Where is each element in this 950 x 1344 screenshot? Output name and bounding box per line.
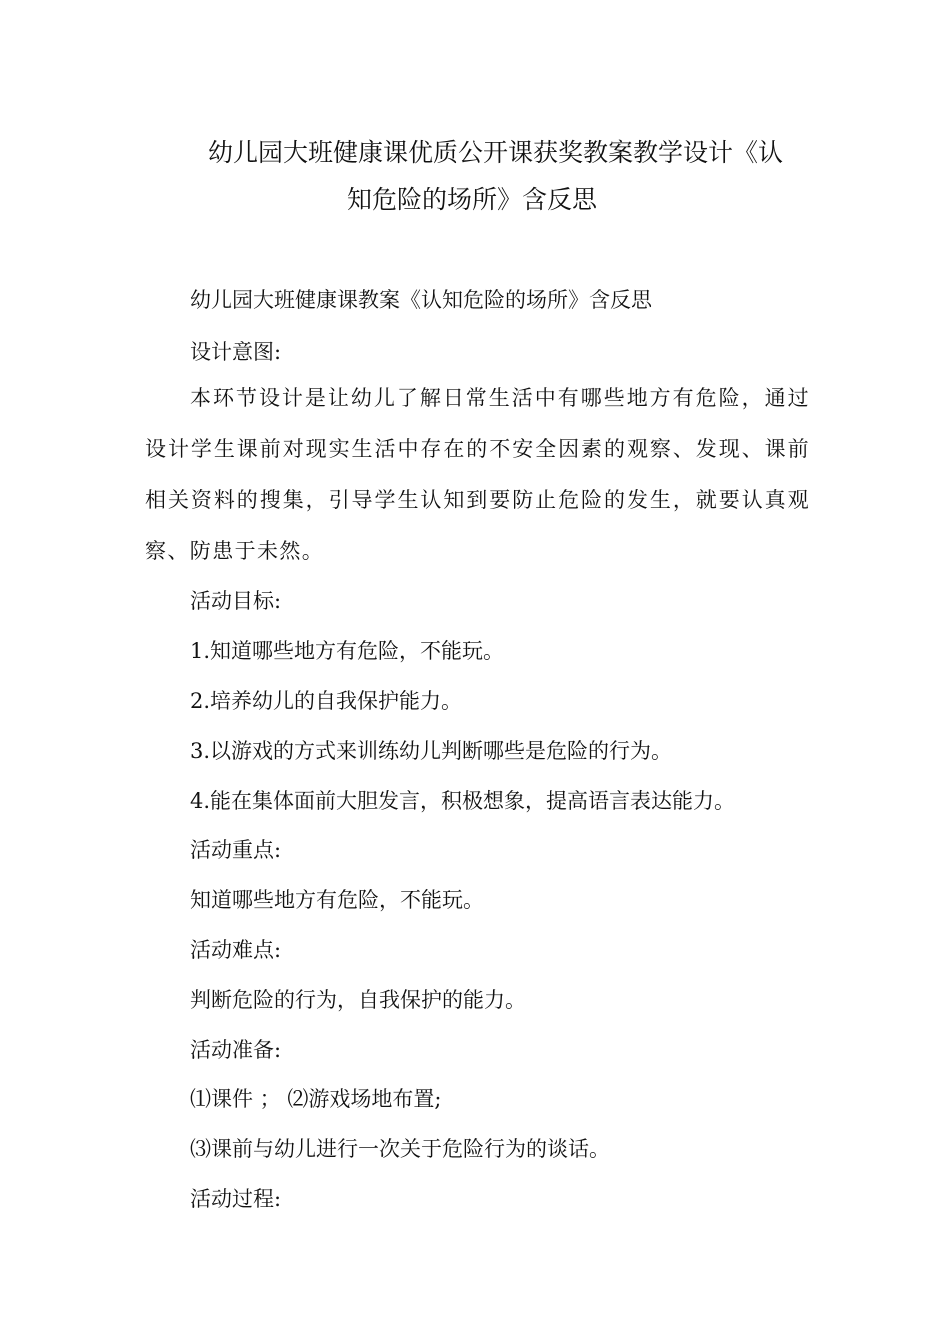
goal-item-3: 3.以游戏的方式来训练幼儿判断哪些是危险的行为。 (190, 739, 673, 763)
design-intent-paragraph: 本环节设计是让幼儿了解日常生活中有哪些地方有危险，通过设计学生课前对现实生活中存在的不安全因素的观察、发现、课前相关资料的搜集，引导学生认知到要防止危险的发生，就要认真观察、防患于未然。 (145, 386, 810, 563)
subtitle-paragraph: 幼儿园大班健康课教案《认知危险的场所》含反思 (190, 288, 652, 312)
section-heading-design-intent: 设计意图: (190, 340, 282, 364)
document-title-line-2: 知危险的场所》含反思 (347, 185, 598, 214)
section-heading-preparation: 活动准备: (190, 1038, 282, 1062)
section-heading-key-point: 活动重点: (190, 838, 282, 862)
goal-item-4: 4.能在集体面前大胆发言，积极想象，提高语言表达能力。 (190, 789, 736, 813)
preparation-item-1-2: ⑴课件 ； ⑵游戏场地布置; (190, 1087, 442, 1111)
goal-item-1: 1.知道哪些地方有危险，不能玩。 (190, 639, 505, 663)
document-title-line-1: 幼儿园大班健康课优质公开课获奖教案教学设计《认 (208, 138, 784, 167)
key-point-text: 知道哪些地方有危险，不能玩。 (190, 888, 484, 912)
difficulty-text: 判断危险的行为，自我保护的能力。 (190, 988, 526, 1012)
section-heading-difficulty: 活动难点: (190, 938, 282, 962)
section-heading-process: 活动过程: (190, 1187, 282, 1211)
goal-item-2: 2.培养幼儿的自我保护能力。 (190, 689, 463, 713)
section-heading-goals: 活动目标: (190, 589, 282, 613)
preparation-item-3: ⑶课前与幼儿进行一次关于危险行为的谈话。 (190, 1137, 610, 1161)
